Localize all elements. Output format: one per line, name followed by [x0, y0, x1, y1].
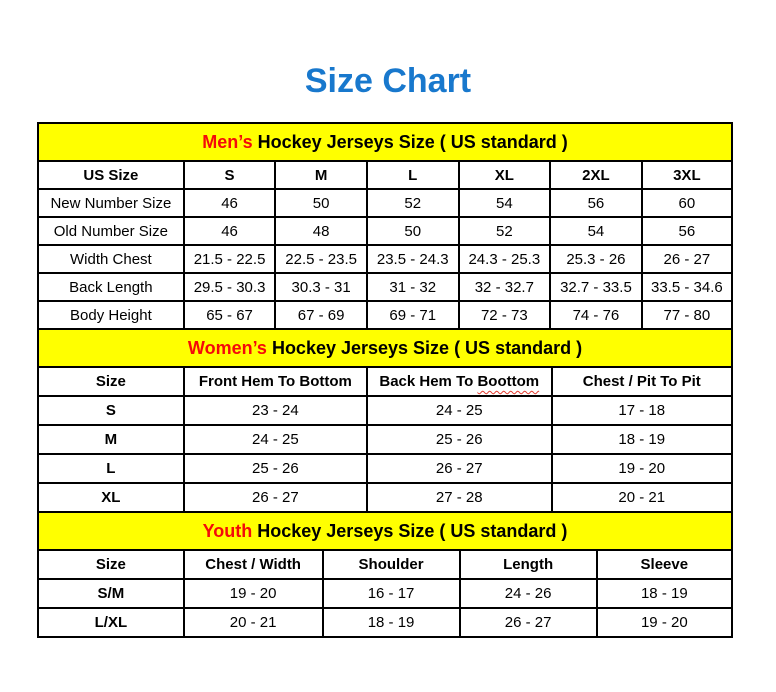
table-cell: 56	[550, 189, 642, 217]
column-header: Front Hem To Bottom	[184, 367, 367, 396]
table-cell: 22.5 - 23.5	[275, 245, 367, 273]
table-cell: 46	[184, 189, 276, 217]
table-cell: 72 - 73	[459, 301, 551, 329]
table-cell: 50	[275, 189, 367, 217]
table-cell: 20 - 21	[552, 483, 732, 512]
table-row	[38, 579, 732, 608]
section-title-accent: Youth	[202, 520, 253, 541]
header-row	[38, 367, 732, 396]
table-cell: 29.5 - 30.3	[184, 273, 276, 301]
table-cell: 25 - 26	[367, 425, 552, 454]
table-cell: 18 - 19	[323, 608, 460, 637]
row-label: M	[38, 425, 184, 454]
table-cell: 19 - 20	[184, 579, 323, 608]
section-band	[38, 123, 732, 161]
column-header: XL	[459, 161, 551, 189]
row-label: L	[38, 454, 184, 483]
row-label: New Number Size	[38, 189, 184, 217]
table-cell: 31 - 32	[367, 273, 459, 301]
column-header: M	[275, 161, 367, 189]
table-cell: 19 - 20	[597, 608, 732, 637]
table-cell: 24.3 - 25.3	[459, 245, 551, 273]
column-header: Shoulder	[323, 550, 460, 579]
table-cell: 46	[184, 217, 276, 245]
table-cell: 33.5 - 34.6	[642, 273, 732, 301]
table-cell: 21.5 - 22.5	[184, 245, 276, 273]
table-cell: 17 - 18	[552, 396, 732, 425]
row-label: S	[38, 396, 184, 425]
table-cell: 67 - 69	[275, 301, 367, 329]
column-header: Size	[38, 550, 184, 579]
section-title-rest: Hockey Jerseys Size ( US standard )	[252, 520, 568, 541]
table-cell: 24 - 25	[184, 425, 367, 454]
row-label: Back Length	[38, 273, 184, 301]
table-row	[38, 245, 732, 273]
column-header: Back Hem To Boottom	[367, 367, 552, 396]
womens-size-table	[37, 328, 733, 513]
section-title	[38, 123, 732, 161]
column-header: 2XL	[550, 161, 642, 189]
row-label: L/XL	[38, 608, 184, 637]
table-cell: 52	[367, 189, 459, 217]
row-label: S/M	[38, 579, 184, 608]
row-label: XL	[38, 483, 184, 512]
table-cell: 19 - 20	[552, 454, 732, 483]
table-cell: 65 - 67	[184, 301, 276, 329]
table-row	[38, 273, 732, 301]
table-cell: 27 - 28	[367, 483, 552, 512]
table-row	[38, 396, 732, 425]
column-header: Length	[460, 550, 597, 579]
table-cell: 23.5 - 24.3	[367, 245, 459, 273]
table-cell: 52	[459, 217, 551, 245]
table-cell: 54	[459, 189, 551, 217]
section-title	[38, 512, 732, 550]
table-cell: 18 - 19	[552, 425, 732, 454]
table-cell: 23 - 24	[184, 396, 367, 425]
row-label: Old Number Size	[38, 217, 184, 245]
table-cell: 24 - 25	[367, 396, 552, 425]
table-row	[38, 483, 732, 512]
table-cell: 32.7 - 33.5	[550, 273, 642, 301]
table-cell: 54	[550, 217, 642, 245]
section-title-accent: Men’s	[202, 131, 253, 152]
table-cell: 16 - 17	[323, 579, 460, 608]
row-label: Body Height	[38, 301, 184, 329]
section-band	[38, 512, 732, 550]
table-cell: 32 - 32.7	[459, 273, 551, 301]
column-header: US Size	[38, 161, 184, 189]
section-title-rest: Hockey Jerseys Size ( US standard )	[252, 131, 568, 152]
table-cell: 30.3 - 31	[275, 273, 367, 301]
table-row	[38, 217, 732, 245]
table-cell: 26 - 27	[460, 608, 597, 637]
youth-size-table	[37, 511, 733, 638]
column-header: S	[184, 161, 276, 189]
table-cell: 74 - 76	[550, 301, 642, 329]
table-cell: 25 - 26	[184, 454, 367, 483]
table-cell: 77 - 80	[642, 301, 732, 329]
table-cell: 18 - 19	[597, 579, 732, 608]
misspelled-word: Boottom	[477, 373, 540, 390]
column-header: Sleeve	[597, 550, 732, 579]
table-cell: 56	[642, 217, 732, 245]
mens-size-table	[37, 122, 733, 330]
table-cell: 50	[367, 217, 459, 245]
table-cell: 24 - 26	[460, 579, 597, 608]
section-band	[38, 329, 732, 367]
row-label: Width Chest	[38, 245, 184, 273]
table-cell: 26 - 27	[367, 454, 552, 483]
section-title-accent: Women’s	[187, 337, 267, 358]
table-row	[38, 454, 732, 483]
table-cell: 20 - 21	[184, 608, 323, 637]
header-row	[38, 550, 732, 579]
table-cell: 26 - 27	[642, 245, 732, 273]
table-cell: 69 - 71	[367, 301, 459, 329]
column-header: 3XL	[642, 161, 732, 189]
page-title: Size Chart	[304, 62, 472, 100]
section-title-rest: Hockey Jerseys Size ( US standard )	[266, 337, 583, 358]
table-row	[38, 425, 732, 454]
size-tables-container	[37, 122, 733, 638]
table-row	[38, 301, 732, 329]
table-row	[38, 608, 732, 637]
header-row	[38, 161, 732, 189]
column-header: Size	[38, 367, 184, 396]
section-title	[38, 329, 732, 367]
table-cell: 26 - 27	[184, 483, 367, 512]
table-row	[38, 189, 732, 217]
table-cell: 60	[642, 189, 732, 217]
column-header: L	[367, 161, 459, 189]
table-cell: 48	[275, 217, 367, 245]
table-cell: 25.3 - 26	[550, 245, 642, 273]
column-header: Chest / Pit To Pit	[552, 367, 732, 396]
column-header: Chest / Width	[184, 550, 323, 579]
